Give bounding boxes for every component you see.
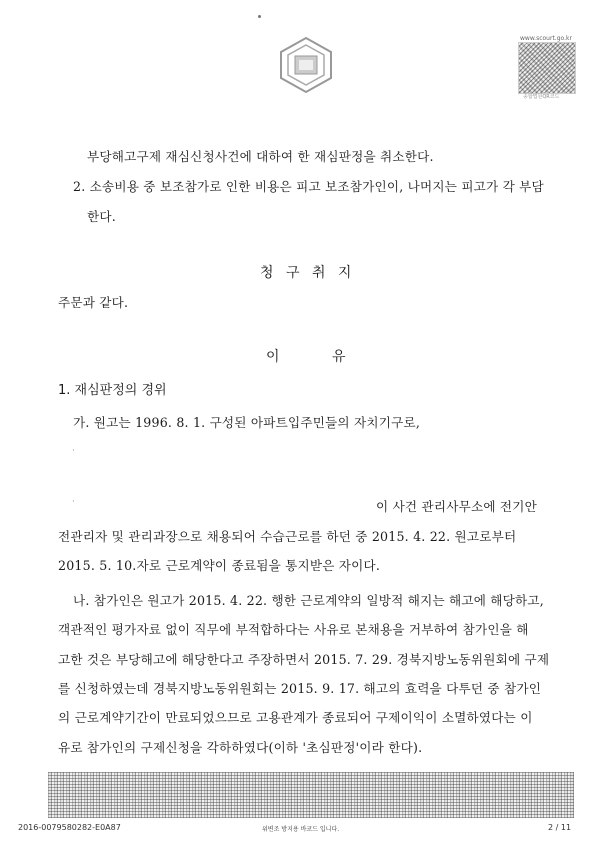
paragraph-line: 2015. 5. 10.자로 근로계약이 종료됨을 통지받은 자이다. xyxy=(58,558,381,573)
paragraph-line: 나. 참가인은 원고가 2015. 4. 22. 행한 근로계약의 일방적 해지는 해고에 해당하고, xyxy=(73,593,544,608)
paragraph-line: 객관적인 평가자료 없이 직무에 부적합하다는 사유로 본채용을 거부하여 참가인을 해 xyxy=(58,622,529,637)
anti-forgery-barcode xyxy=(48,772,574,818)
section-title: 1. 재심판정의 경위 xyxy=(58,383,167,398)
scan-dot xyxy=(258,15,261,18)
redaction-mark: · xyxy=(72,446,75,456)
page-number: 2 / 11 xyxy=(548,823,572,832)
barcode-note: 위변조 방지용 바코드 입니다. xyxy=(262,826,340,833)
qr-url: www.scourt.go.kr xyxy=(520,35,572,42)
body-line: 부당해고구제 재심신청사건에 대하여 한 재심판정을 취소한다. xyxy=(87,149,434,164)
redaction-mark: · xyxy=(72,497,75,507)
qr-caption: 종합법원QR코드 xyxy=(523,94,560,100)
document-id: 2016-0079580282-E0A87 xyxy=(18,823,121,832)
paragraph-line: 이 사건 관리사무소에 전기안 xyxy=(376,499,537,514)
claim-text: 주문과 같다. xyxy=(58,295,129,310)
paragraph-line: 의 근로계약기간이 만료되었으므로 고용관계가 종료되어 구제이익이 소멸하였다는 이 xyxy=(58,710,533,725)
paragraph-line: 를 신청하였는데 경북지방노동위원회는 2015. 9. 17. 해고의 효력을 다투던 중 참가인 xyxy=(58,681,542,696)
paragraph-line: 유로 참가인의 구제신청을 각하하였다(이하 '초심판정'이라 한다). xyxy=(58,740,423,755)
paragraph-line: 고한 것은 부당해고에 해당한다고 주장하면서 2015. 7. 29. 경북지방노동위원회에 구제 xyxy=(58,652,550,667)
reason-heading: 이 유 xyxy=(266,349,350,365)
qr-code xyxy=(518,42,576,94)
paragraph-line: 전관리자 및 관리과장으로 채용되어 수습근로를 하던 중 2015. 4. 22. 원고로부터 xyxy=(58,529,517,544)
paragraph-line: 가. 원고는 1996. 8. 1. 구성된 아파트입주민들의 자치기구로, xyxy=(73,415,421,430)
body-line: 2. 소송비용 중 보조참가로 인한 비용은 피고 보조참가인이, 나머지는 피고가 각 부담 xyxy=(73,179,544,194)
claim-heading: 청 구 취 지 xyxy=(260,265,356,281)
body-line: 한다. xyxy=(87,209,116,224)
court-seal-icon xyxy=(277,36,335,94)
